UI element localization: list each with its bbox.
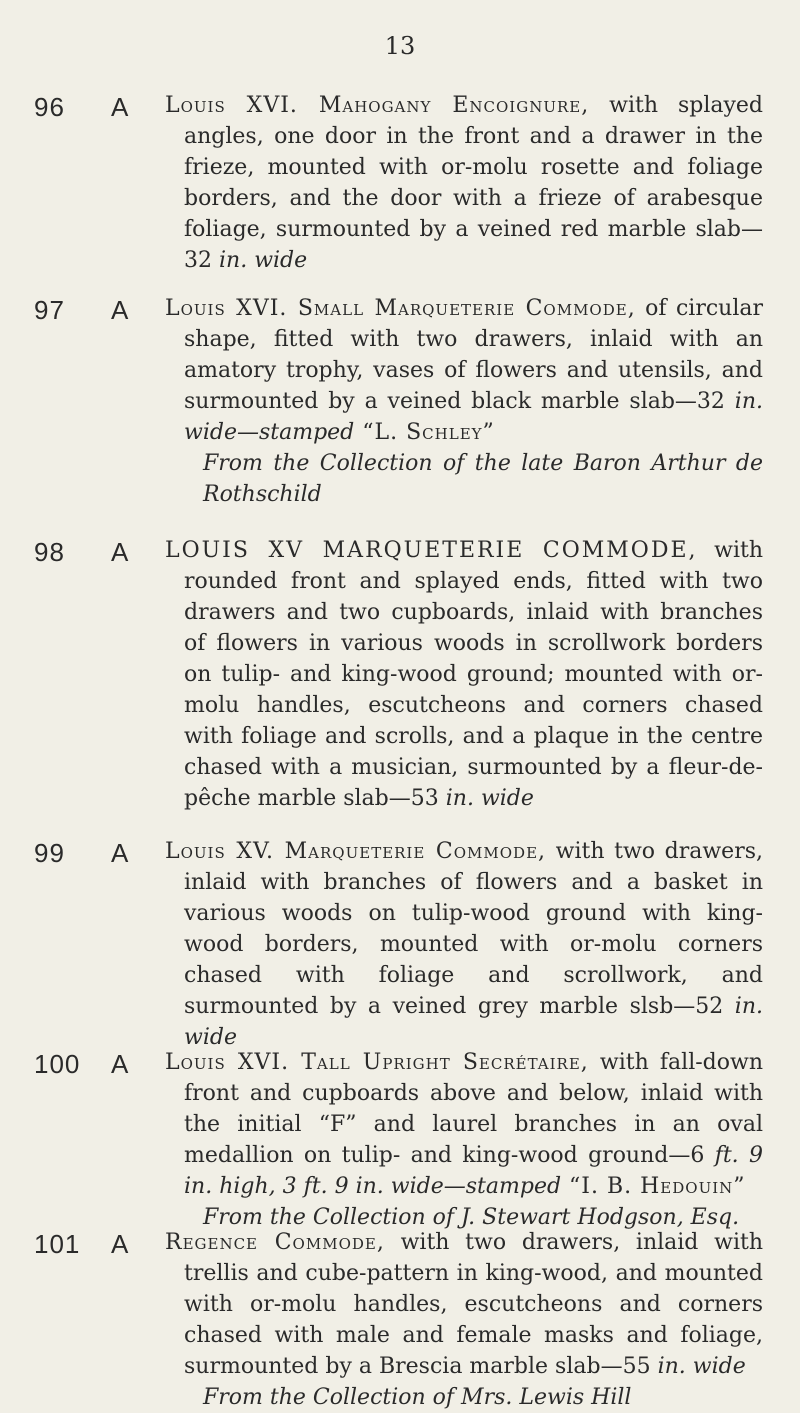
lot-marker: A: [111, 92, 129, 122]
lot-dimensions: in. wide: [184, 994, 763, 1050]
lot-number: 101: [34, 1229, 81, 1259]
lot-dimensions: in. wide: [657, 1354, 746, 1379]
lot-dimensions: in. wide—stamped: [184, 389, 763, 445]
lot-title: LOUIS XV MARQUETERIE COMMODE,: [165, 538, 698, 563]
lot-body: of circular shape, fitted with two drawers, inlaid with an amatory trophy, vases of flowers and utensils, and surmounted by a veined black marble slab—32: [184, 296, 763, 414]
lot-provenance: From the Collection of the late Baron Arthur de Rothschild: [203, 451, 763, 507]
lot-number: 100: [34, 1049, 81, 1079]
lot-description: [165, 1227, 763, 1413]
lot-description: [165, 293, 763, 510]
lot-description: [165, 90, 763, 276]
lot-number: 98: [34, 537, 65, 567]
lot-provenance: From the Collection of J. Stewart Hodgson, Esq.: [203, 1205, 740, 1230]
lot-description: [165, 535, 763, 814]
lot-number: 96: [34, 92, 65, 122]
lot-marker: A: [111, 537, 129, 567]
lot-provenance: From the Collection of Mrs. Lewis Hill: [203, 1385, 632, 1410]
lot-marker: A: [111, 838, 129, 868]
lot-dimensions: in. wide: [219, 248, 308, 273]
lot-marker: A: [111, 1049, 129, 1079]
lot-title: Regence Commode,: [165, 1230, 385, 1255]
lot-dimensions: ft. 9 in. high, 3 ft. 9 in. wide—stamped: [184, 1143, 763, 1199]
page-number: 13: [384, 32, 416, 60]
lot-marker: A: [111, 1229, 129, 1259]
lot-body: with splayed angles, one door in the front and a drawer in the frieze, mounted with or-molu rosette and foliage borders, and the door with a frieze of arabesque foliage, surmounted by a veined red marble slab—32: [184, 93, 764, 273]
lot-description: [165, 1047, 763, 1233]
lot-body: with fall-down front and cupboards above and below, inlaid with the initial “F” and laurel branches in an oval medallion on tulip- and king-wood ground—6: [184, 1050, 763, 1168]
lot-number: 99: [34, 838, 65, 868]
lot-number: 97: [34, 295, 65, 325]
lot-description: [165, 836, 763, 1053]
lot-stamp: “I. B. Hedouin”: [561, 1174, 746, 1199]
lot-stamp: “L. Schley”: [354, 420, 495, 445]
lot-body: with two drawers, inlaid with trellis and cube-pattern in king-wood, and mounted with or-molu handles, escutcheons and corners chased with male and female masks and foliage, surmounted by a Brescia marble slab—55: [184, 1230, 763, 1379]
lot-body: with rounded front and splayed ends, fitted with two drawers and two cupboards, inlaid with branches of flowers in various woods in scrollwork borders on tulip- and king-wood ground; mounted with or-molu handles, escutcheons and corners chased with foliage and scrolls, and a plaque in the centre chased with a musician, surmounted by a fleur-de-pêche marble slab—53: [184, 538, 763, 811]
lot-title: Louis XVI. Mahogany Encoignure,: [165, 93, 590, 118]
lot-body: with two drawers, inlaid with branches of flowers and a basket in various woods on tulip-wood ground with king-wood borders, mounted with or-molu corners chased with foliage and scrollwork, and surmounted by a veined grey marble slsb—52: [184, 839, 763, 1019]
lot-title: Louis XVI. Tall Upright Secrétaire,: [165, 1050, 589, 1075]
lot-title: Louis XVI. Small Marqueterie Commode,: [165, 296, 636, 321]
lot-marker: A: [111, 295, 129, 325]
lot-title: Louis XV. Marqueterie Commode,: [165, 839, 547, 864]
lot-dimensions: in. wide: [445, 786, 534, 811]
